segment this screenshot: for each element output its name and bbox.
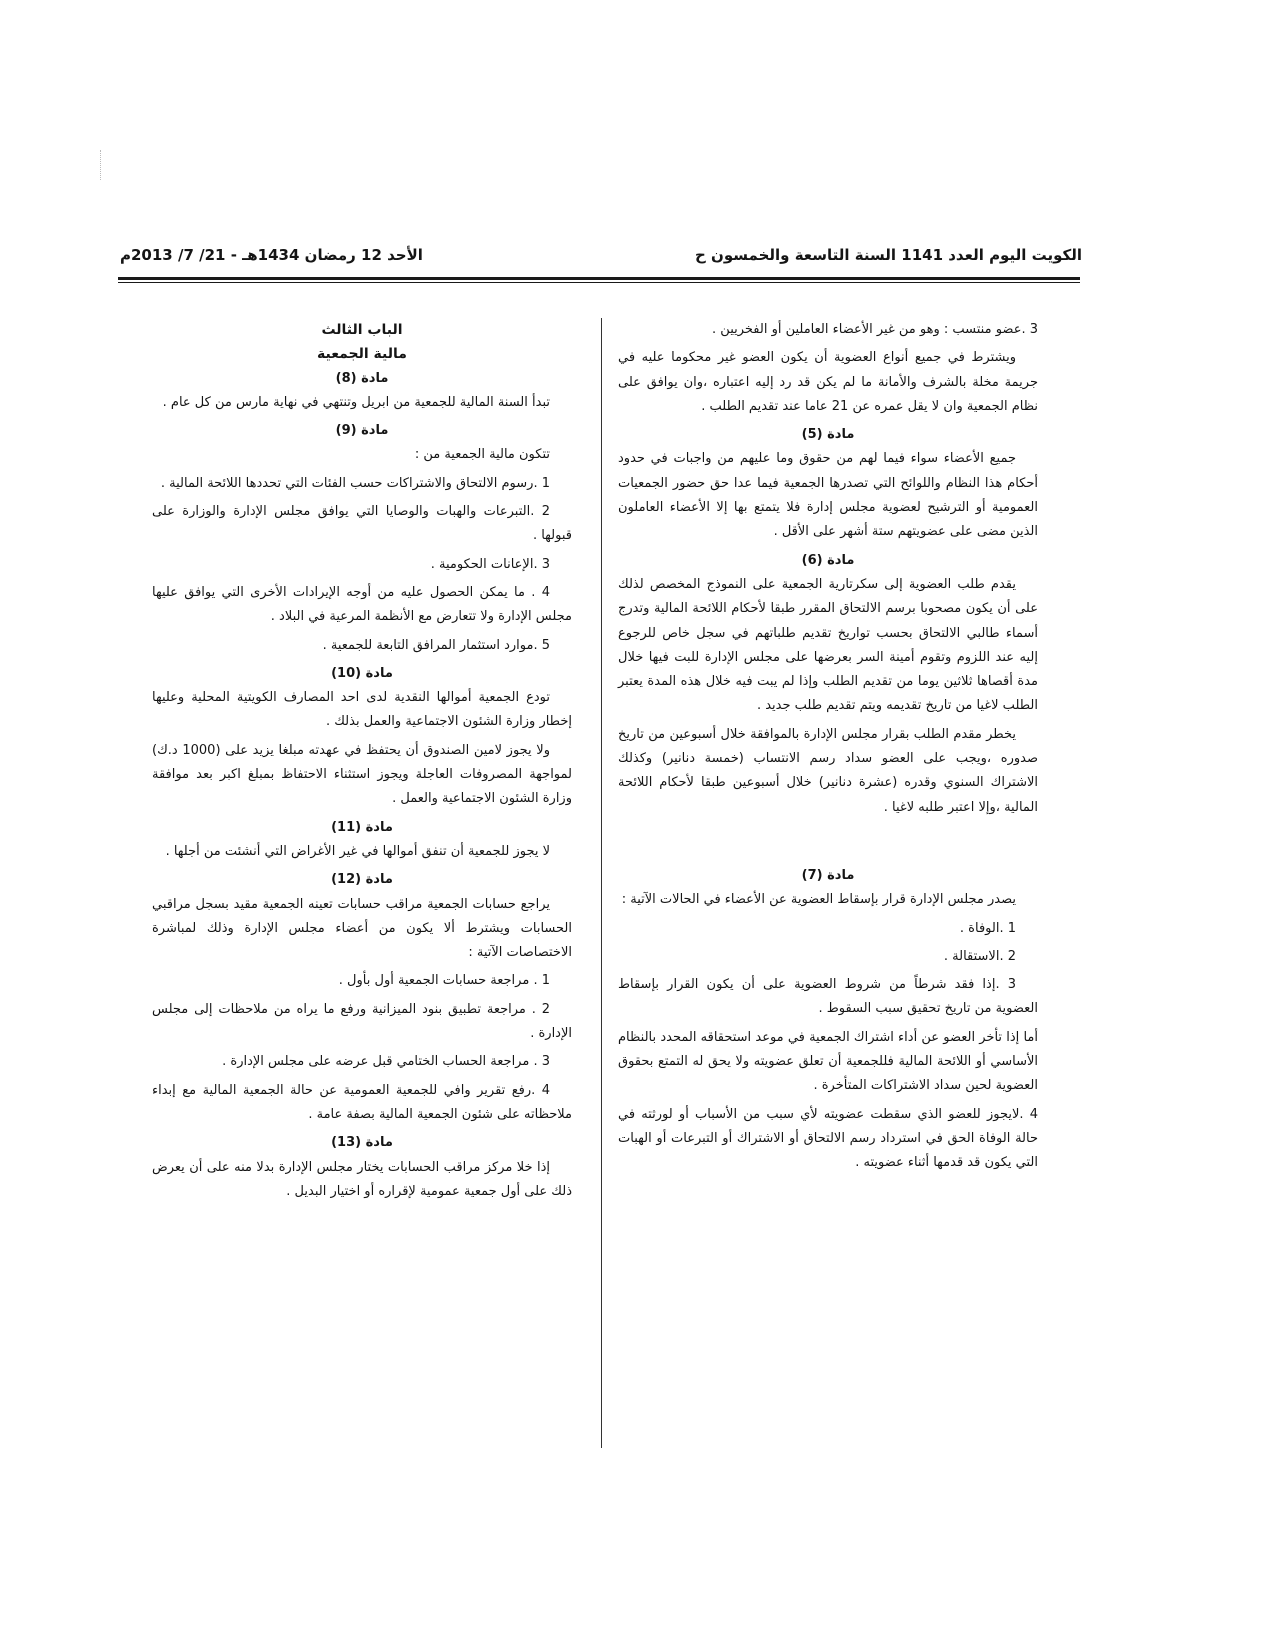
article-paragraph: 5 .موارد استثمار المرافق التابعة للجمعية . [322,637,550,653]
article-heading: مادة (8) [335,370,389,386]
article-paragraph: 1 .رسوم الالتحاق والاشتراكات حسب الفئات التي تحددها اللائحة المالية . [160,475,550,491]
article-paragraph: 4 .رفع تقرير وافي للجمعية العمومية عن حالة الجمعية المالية مع إبداء ملاحظاته على شئون الجمعية المالية بصفة عامة . [152,1082,572,1122]
article-heading: مادة (13) [331,1135,393,1151]
article-heading: مادة (9) [335,423,389,439]
article-heading: مادة (11) [331,819,393,835]
article-paragraph: 3 .إذا فقد شرطاً من شروط العضوية على أن يكون القرار بإسقاط العضوية من تاريخ تحقيق سبب السقوط . [618,977,1038,1017]
article-paragraph: يصدر مجلس الإدارة قرار بإسقاط العضوية عن الأعضاء في الحالات الآتية : [621,892,1016,908]
article-paragraph: أما إذا تأخر العضو عن أداء اشتراك الجمعية في موعد استحقاقه المحدد بالنظام الأساسي أو اللائحة المالية فللجمعية أن تعلق عضويته ولا يحق له التمتع بحقوق العضوية لحين سداد الاشتراكات المتأخرة . [618,1029,1038,1094]
right-column [618,318,1038,1180]
article-heading: مادة (6) [801,552,855,568]
article-paragraph: 1 . مراجعة حسابات الجمعية أول بأول . [338,973,550,989]
article-paragraph: يراجع حسابات الجمعية مراقب حسابات تعينه الجمعية مقيد بسجل مراقبي الحسابات ويشترط ألا يكون من أعضاء مجلس الإدارة وذلك لمباشرة الاختصاصات الآتية : [152,896,572,961]
article-paragraph: إذا خلا مركز مراقب الحسابات يختار مجلس الإدارة بدلا منه على أن يعرض ذلك على أول جمعية عمومية لإقراره أو اختيار البديل . [152,1159,572,1199]
article-paragraph: يقدم طلب العضوية إلى سكرتارية الجمعية على النموذج المخصص لذلك على أن يكون مصحوبا برسم الالتحاق المقرر طبقا لأحكام اللائحة المالية وتدرج أسماء طالبي الالتحاق بحسب تواريخ تقديم طلباتهم في سجل خاص للرجوع إليه عند اللزوم وتقوم أمينة السر بعرضها على مجلس الإدارة للبت فيها خلال مدة أقصاها ثلاثين يوما من تقديم الطلب وإذا لم يبت فيه خلال هذه المدة يعتبر الطلب لاغيا من تاريخ تقديمه ويتم تقديم طلب جديد . [618,576,1038,714]
article-paragraph: جميع الأعضاء سواء فيما لهم من حقوق وما عليهم من واجبات في حدود أحكام هذا النظام واللوائح التي تصدرها الجمعية فيما عدا حق حضور الجمعيات العمومية أو الترشيح لعضوية مجلس إدارة فلا يتمتع بها إلا الأعضاء العاملون الذين مضى على عضويتهم ستة أشهر على الأقل . [618,451,1038,540]
header-publication: الكويت اليوم العدد 1141 السنة التاسعة والخمسون ح [695,246,1082,264]
section-title: مالية الجمعية [317,346,407,363]
article-paragraph: تودع الجمعية أموالها النقدية لدى احد المصارف الكويتية المحلية وعليها إخطار وزارة الشئون الاجتماعية والعمل بذلك . [152,690,572,730]
article-paragraph: لا يجوز للجمعية أن تنفق أموالها في غير الأغراض التي أنشئت من أجلها . [165,843,550,859]
article-paragraph: 4 .لايجوز للعضو الذي سقطت عضويته لأي سبب من الأسباب أو لورثته في حالة الوفاة الحق في استرداد رسم الالتحاق أو الاشتراك أو التبرعات أو الهبات التي يكون قد قدمها أثناء عضويته . [618,1106,1038,1171]
article-paragraph: ويشترط في جميع أنواع العضوية أن يكون العضو غير محكوما عليه في جريمة مخلة بالشرف والأمانة ما لم يكن قد رد إليه اعتباره ،وان يوافق على نظام الجمعية وان لا يقل عمره عن 21 عاما عند تقديم الطلب . [618,350,1038,414]
article-paragraph: 2 . مراجعة تطبيق بنود الميزانية ورفع ما يراه من ملاحظات إلى مجلس الإدارة . [152,1001,572,1042]
article-paragraph: يخطر مقدم الطلب بقرار مجلس الإدارة بالموافقة خلال أسبوعين من تاريخ صدوره ،ويجب على العضو سداد رسم الانتساب (خمسة دنانير) وكذلك الاشتراك السنوي وقدره (عشرة دنانير) خلال أسبوعين طبقا لأحكام اللائحة المالية ،وإلا اعتبر طلبه لاغيا . [618,726,1038,815]
header-date: الأحد 12 رمضان 1434هـ - 21/ 7/ 2013م [120,246,423,264]
column-spacer [618,824,1038,864]
column-divider [601,318,602,1448]
section-title: الباب الثالث [321,322,403,338]
left-column [152,318,572,1208]
article-paragraph: ولا يجوز لامين الصندوق أن يحتفظ في عهدته مبلغا يزيد على (1000 د.ك) لمواجهة المصروفات العاجلة ويجوز استثناء الاحتفاظ بمبلغ اكبر بعد موافقة وزارة الشئون الاجتماعية والعمل . [152,742,572,807]
header-rule [118,277,1080,283]
article-paragraph: 4 . ما يمكن الحصول عليه من أوجه الإيرادات الأخرى التي يوافق عليها مجلس الإدارة ولا تتعارض مع الأنظمة المرعية في البلاد . [152,584,572,625]
scan-artifact [100,150,102,180]
article-paragraph: 2 .التبرعات والهبات والوصايا التي يوافق مجلس الإدارة والوزارة على قبولها . [152,504,572,544]
page-header [120,238,1082,272]
article-paragraph: تتكون مالية الجمعية من : [414,447,550,463]
article-heading: مادة (12) [331,872,393,888]
article-heading: مادة (10) [331,665,393,681]
article-heading: مادة (7) [801,867,855,883]
article-paragraph: 1 .الوفاة . [959,920,1016,936]
article-paragraph: 2 .الاستقالة . [943,948,1016,964]
article-heading: مادة (5) [801,427,855,443]
article-paragraph: 3 .عضو منتسب : وهو من غير الأعضاء العاملين أو الفخريين . [712,322,1038,337]
article-paragraph: 3 .الإعانات الحكومية . [430,556,550,572]
article-paragraph: تبدأ السنة المالية للجمعية من ابريل وتنتهي في نهاية مارس من كل عام . [162,394,550,410]
article-paragraph: 3 . مراجعة الحساب الختامي قبل عرضه على مجلس الإدارة . [222,1054,550,1070]
